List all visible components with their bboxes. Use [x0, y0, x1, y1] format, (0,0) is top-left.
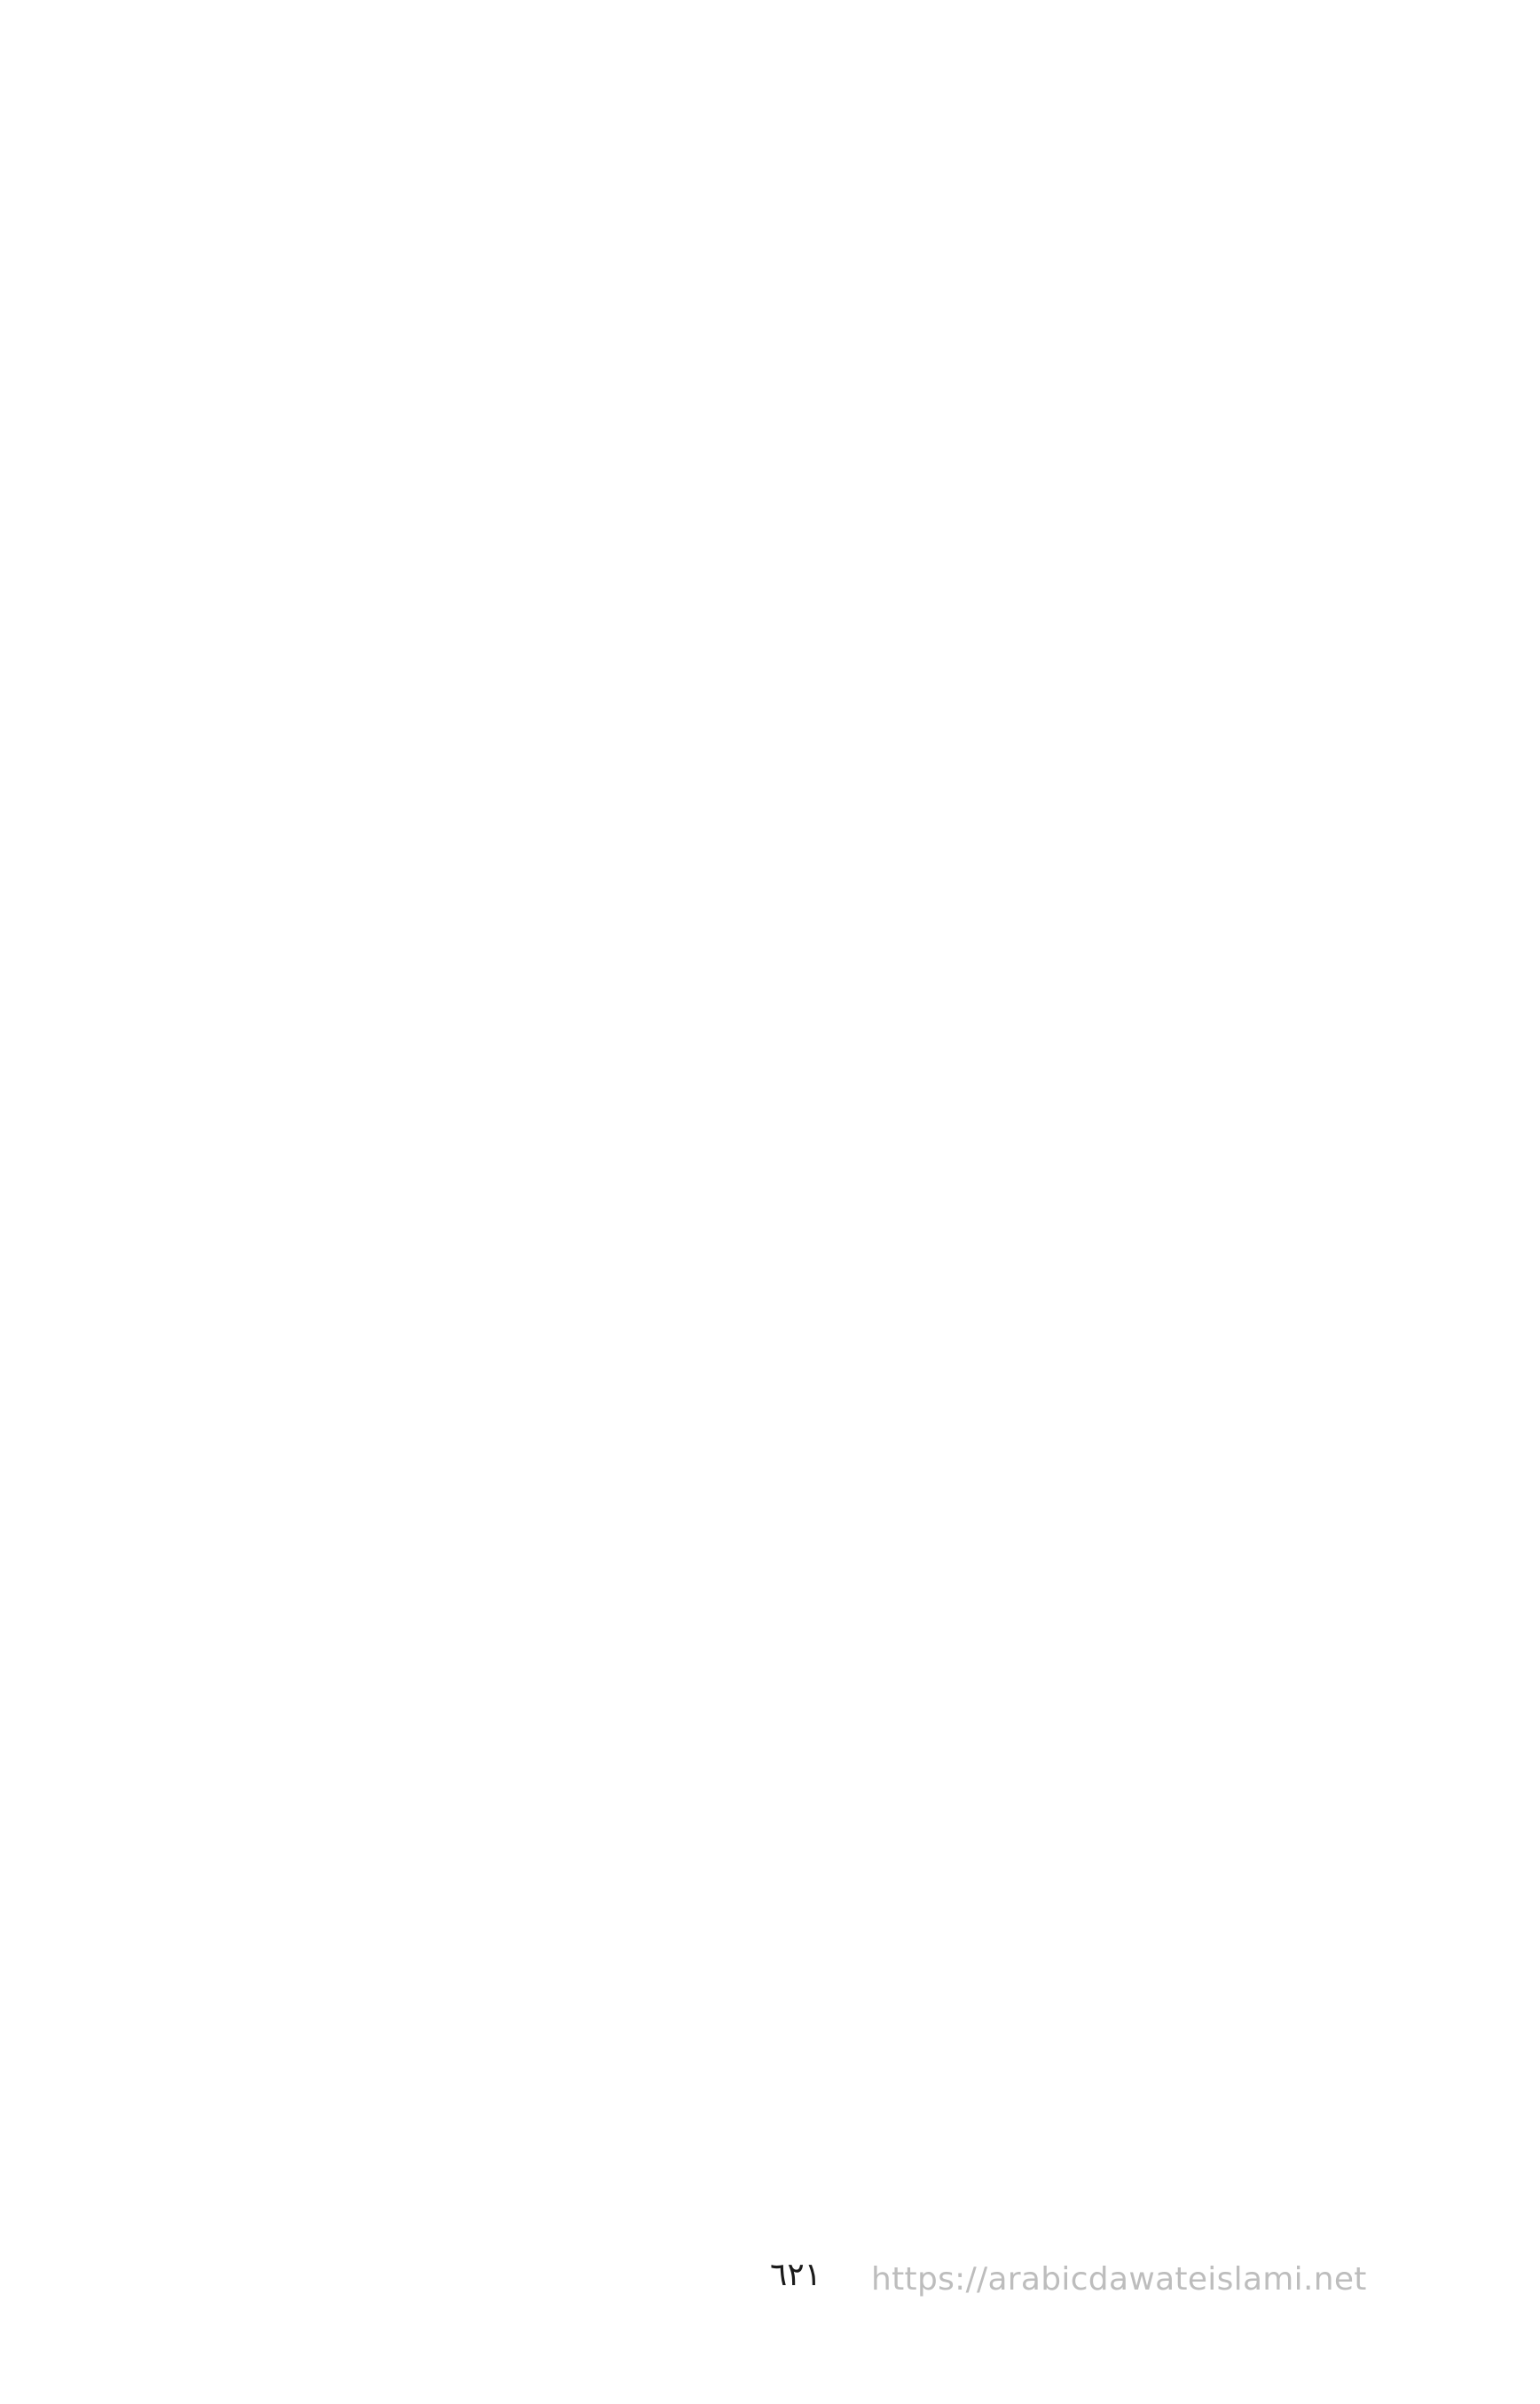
page-number: ٦٢١ — [769, 2257, 821, 2293]
watermark-url: https://arabicdawateislami.net — [871, 2261, 1367, 2298]
